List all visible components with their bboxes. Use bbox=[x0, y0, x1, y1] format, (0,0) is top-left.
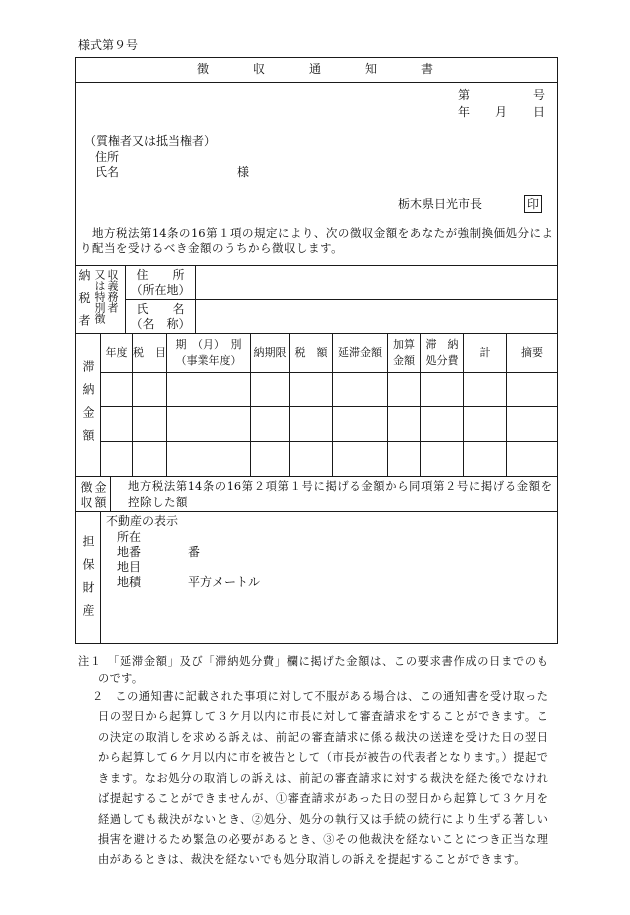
column-header-due-date bbox=[251, 334, 289, 372]
column-header-text: 税 目 bbox=[133, 346, 166, 359]
table-row bbox=[101, 373, 557, 406]
note-line: ２ この通知書に記載された事項に対して不服がある場合は、この通知書を受け取った bbox=[92, 690, 548, 703]
rule-right bbox=[557, 57, 558, 644]
document-number-prefix: 第 bbox=[458, 88, 471, 102]
column-header-disposition-cost bbox=[421, 334, 463, 372]
column-header-text: 滞 納 bbox=[425, 338, 459, 351]
column-header-tax-amount bbox=[290, 334, 332, 372]
delinquent-label: 滞納金額 bbox=[81, 360, 95, 452]
rule-title-bottom bbox=[75, 82, 558, 83]
column-header-total bbox=[464, 334, 506, 372]
taxpayer-name-field bbox=[196, 300, 557, 333]
taxpayer-label-alt: 又は特別徴収義務者 bbox=[93, 269, 119, 324]
column-header-text: 金額 bbox=[393, 354, 415, 367]
taxpayer-address-label: 住 所 bbox=[136, 267, 185, 282]
recipient-name-label: 氏名 bbox=[95, 165, 120, 179]
column-header-text: 期 （月） 別 bbox=[175, 338, 242, 351]
collateral-lot-unit: 番 bbox=[188, 545, 201, 559]
collateral-area-unit: 平方メートル bbox=[188, 575, 261, 589]
taxpayer-address-label-cell bbox=[126, 266, 195, 299]
note-line: ば提起することができませんが、①審査請求があった日の翌日から起算して３ケ月を bbox=[98, 792, 548, 805]
note-line: 注１ 「延滞金額」及び「滞納処分費」欄に掲げた金額は、この要求書作成の日までのも bbox=[78, 655, 548, 668]
collection-text-line: 地方税法第14条の16第２項第１号に掲げる金額から同項第２号に掲げる金額を bbox=[128, 480, 552, 493]
note-line: から起算して６ケ月以内に市を被告として（市長が被告の代表者となります。）提起で bbox=[98, 751, 548, 764]
table-row bbox=[101, 407, 557, 441]
recipient-role: （質権者又は抵当権者） bbox=[84, 134, 217, 148]
taxpayer-name-label-cell bbox=[126, 300, 195, 333]
rule-collection-top bbox=[75, 476, 558, 477]
rule-collection-label bbox=[110, 476, 111, 511]
taxpayer-label: 納税者 bbox=[77, 269, 91, 337]
seal-mark: 印 bbox=[524, 195, 542, 213]
collateral-lot-number-label: 地番 bbox=[117, 545, 142, 559]
column-header-text: 税 額 bbox=[294, 346, 328, 359]
form-number: 様式第９号 bbox=[78, 38, 139, 52]
taxpayer-name-sub: （名 称） bbox=[130, 316, 191, 331]
rule-top bbox=[75, 57, 558, 58]
column-header-text: 計 bbox=[479, 346, 491, 359]
taxpayer-address-field bbox=[196, 266, 557, 299]
collection-label: 徴収金額 bbox=[79, 481, 107, 511]
collateral-location-label: 所在 bbox=[117, 530, 142, 544]
column-header-text: 納期限 bbox=[253, 346, 287, 359]
collection-text-line: 控除した額 bbox=[128, 495, 188, 509]
date-day: 日 bbox=[533, 105, 546, 119]
note-line: 損害を避けるため緊急の必要があるとき、③その他裁決を経ないことにつき正当な理 bbox=[98, 833, 548, 846]
rule-collateral-top bbox=[75, 511, 558, 512]
column-header-text: （事業年度） bbox=[175, 354, 242, 367]
document-title: 徴収通知書 bbox=[197, 62, 478, 76]
column-header-period bbox=[167, 334, 250, 372]
note-line: 経過しても裁決がないとき、②処分、処分の執行又は手続の続行により生ずる著しい bbox=[98, 813, 548, 826]
taxpayer-address-sub: （所在地） bbox=[130, 282, 191, 297]
taxpayer-name-label: 氏 名 bbox=[136, 301, 185, 316]
issuer-name: 栃木県日光市長 bbox=[398, 197, 483, 211]
column-header-text: 摘要 bbox=[521, 346, 543, 359]
document-number-suffix: 号 bbox=[533, 88, 546, 102]
collateral-heading: 不動産の表示 bbox=[106, 514, 179, 528]
note-line: のです。 bbox=[98, 672, 144, 685]
date-month: 月 bbox=[495, 105, 508, 119]
rule-left bbox=[75, 57, 76, 644]
rule-bottom bbox=[75, 643, 558, 644]
recipient-address-label: 住所 bbox=[95, 150, 120, 164]
column-header-late-fee bbox=[333, 334, 387, 372]
column-header-remarks bbox=[507, 334, 557, 372]
column-header-year bbox=[101, 334, 132, 372]
column-header-text: 加算 bbox=[393, 338, 415, 351]
rule-collateral-label bbox=[100, 511, 101, 643]
intro-line: り配当を受けるべき金額のうちから徴収します。 bbox=[80, 241, 344, 255]
collateral-label: 担保財産 bbox=[81, 535, 95, 627]
note-line: 日の翌日から起算して３ケ月以内に市長に対して審査請求をすることができます。こ bbox=[98, 710, 548, 723]
recipient-honorific: 様 bbox=[237, 165, 250, 179]
column-header-text: 処分費 bbox=[425, 354, 459, 367]
column-header-additional-tax bbox=[388, 334, 420, 372]
table-row bbox=[101, 442, 557, 476]
date-year: 年 bbox=[458, 105, 471, 119]
note-line: きます。なお処分の取消しの訴えは、前記の審査請求に対する裁決を経た後でなけれ bbox=[98, 772, 548, 785]
collateral-area-label: 地積 bbox=[117, 575, 142, 589]
column-header-tax-item bbox=[133, 334, 166, 372]
note-line: の決定の取消しを求める訴えは、前記の審査請求に係る裁決の送達を受けた日の翌日 bbox=[98, 731, 548, 744]
collateral-land-category-label: 地目 bbox=[117, 560, 142, 574]
column-header-text: 延滞金額 bbox=[338, 346, 382, 359]
note-line: 由があるときは、裁決を経ないでも処分取消しの訴えを提起することができます。 bbox=[98, 853, 526, 866]
column-header-text: 年度 bbox=[105, 346, 128, 359]
intro-line: 地方税法第14条の16第１項の規定により、次の徴収金額をあなたが強制換価処分によ bbox=[92, 226, 553, 240]
